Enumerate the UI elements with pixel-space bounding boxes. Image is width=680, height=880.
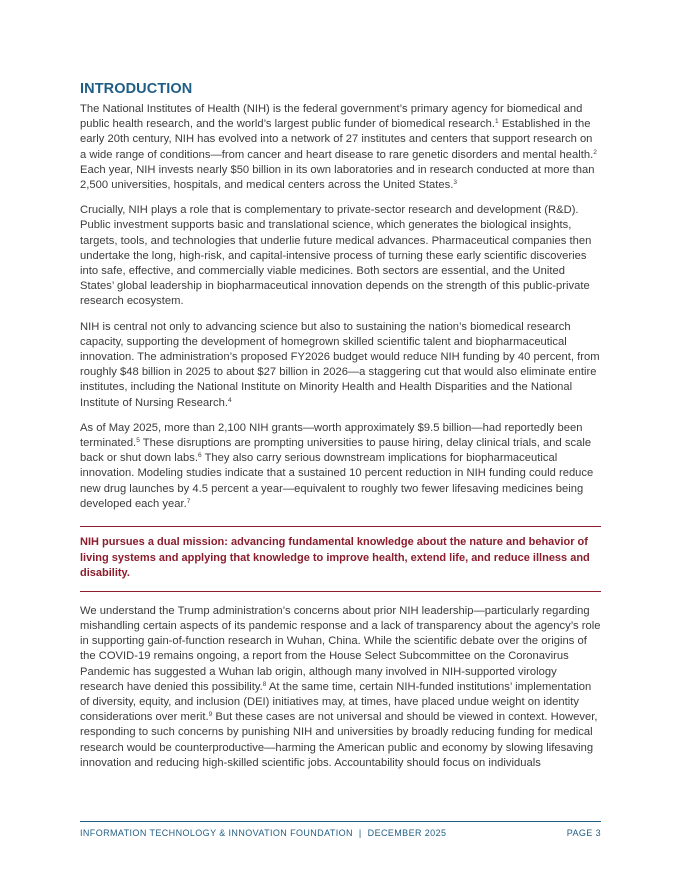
page-footer xyxy=(80,821,601,838)
footnote-ref-5[interactable]: 5 xyxy=(136,437,140,445)
section-heading: INTRODUCTION xyxy=(80,81,193,97)
footnote-ref-4[interactable]: 4 xyxy=(227,396,232,404)
paragraph-2 xyxy=(80,203,601,309)
footnote-ref-1[interactable]: 1 xyxy=(495,118,499,126)
text-run: They also carry serious downstream implications for biopharmaceutical innovation. Modeling studies indicate that a sustained 10 percent reduction in NIH funding could reduce new drug launches by 4.5 percent a year—equivalent to roughly two fewer lifesaving medicines being developed each year. xyxy=(80,452,594,510)
paragraph-5 xyxy=(80,604,601,771)
text-run: At the same time, certain NIH-funded institutions’ implementation of diversity, equity, and inclusion (DEI) initiatives may, at times, have placed undue weight on identity considerations over merit. xyxy=(80,680,592,724)
text-run: The National Institutes of Health (NIH) is the federal government’s primary agency for biomedical and public health research, and the world’s largest public funder of biomedical research. xyxy=(80,103,583,131)
footnote-ref-3[interactable]: 3 xyxy=(453,179,458,187)
text-run: As of May 2025, more than 2,100 NIH grants—worth approximately $9.5 billion—had reportedly been terminated. xyxy=(80,421,583,450)
text-run: Crucially, NIH plays a role that is complementary to private-sector research and development (R&D). Public investment supports basic and translational science, which generates the biological insights, targets, tools, and technologies that underlie future medical advances. Pharmaceutical companies then undertake the long, high-risk, and capital-intensive process of turning these early scientific discoveries into safe, effective, and commercially viable medicines. Both sectors are essential, and the United States’ global leadership in biopharmaceutical innovation depends on the strength of this public-private research ecosystem. xyxy=(80,204,592,308)
footnote-ref-9[interactable]: 9 xyxy=(208,711,213,719)
paragraph-1 xyxy=(80,102,601,193)
text-run: NIH is central not only to advancing science but also to sustaining the nation’s biomedical research capacity, supporting the development of homegrown skilled scientific talent and biopharmaceutical innovation. The administration’s proposed FY2026 budget would reduce NIH funding by 40 percent, from roughly $48 billion in 2025 to about $27 billion in 2026—a staggering cut that would also eliminate entire institutes, including the National Institute on Minority Health and Health Disparities and the National Institute of Nursing Research. xyxy=(80,320,600,409)
page-number: PAGE 3 xyxy=(566,828,601,838)
text-run: These disruptions are prompting universities to pause hiring, delay clinical trials, and scale back or shut down labs. xyxy=(80,437,592,465)
text-run: But these cases are not universal and should be viewed in context. However, responding to such concerns by punishing NIH and universities by broadly reducing funding for medical research would be counterproductive—harming the American public and economy by slowing lifesaving innovation and reducing high-skilled scientific jobs. Accountability should focus on individuals xyxy=(80,711,598,769)
document-page xyxy=(80,80,601,781)
pull-quote-callout xyxy=(80,526,601,592)
footer-org: INFORMATION TECHNOLOGY & INNOVATION FOUNDATION xyxy=(80,828,353,838)
footnote-ref-7[interactable]: 7 xyxy=(186,497,191,505)
text-run: Established in the early 20th century, NIH has evolved into a network of 27 institutes and centers that support research on a wide range of conditions—from cancer and heart disease to rare genetic disorders and mental health. xyxy=(80,118,594,161)
footnote-ref-6[interactable]: 6 xyxy=(198,452,202,460)
text-run: Each year, NIH invests nearly $50 billion in its own laboratories and in research conducted at more than 2,500 universities, hospitals, and medical centers across the United States. xyxy=(80,163,595,192)
footnote-ref-2[interactable]: 2 xyxy=(593,148,597,156)
paragraph-4 xyxy=(80,421,601,512)
text-run: We understand the Trump administration’s concerns about prior NIH leadership—particularly regarding mishandling certain aspects of its pandemic response and a lack of transparency about the agency’s role in supporting gain-of-function research in Wuhan, China. While the scientific debate over the origins of the COVID-19 remains ongoing, a report from the House Select Subcommittee on the Coronavirus Pandemic has suggested a Wuhan lab origin, although many involved in NIH-supported virology research have denied this possibility. xyxy=(80,604,601,693)
paragraph-3 xyxy=(80,320,601,411)
footer-date: DECEMBER 2025 xyxy=(367,828,447,838)
pull-quote-text: NIH pursues a dual mission: advancing fundamental knowledge about the nature and behavior of living systems and applying that knowledge to improve health, extend life, and reduce illness and disability. xyxy=(80,536,590,580)
footer-left xyxy=(80,828,446,838)
footer-separator: | xyxy=(358,828,362,838)
footnote-ref-8[interactable]: 8 xyxy=(262,680,267,688)
